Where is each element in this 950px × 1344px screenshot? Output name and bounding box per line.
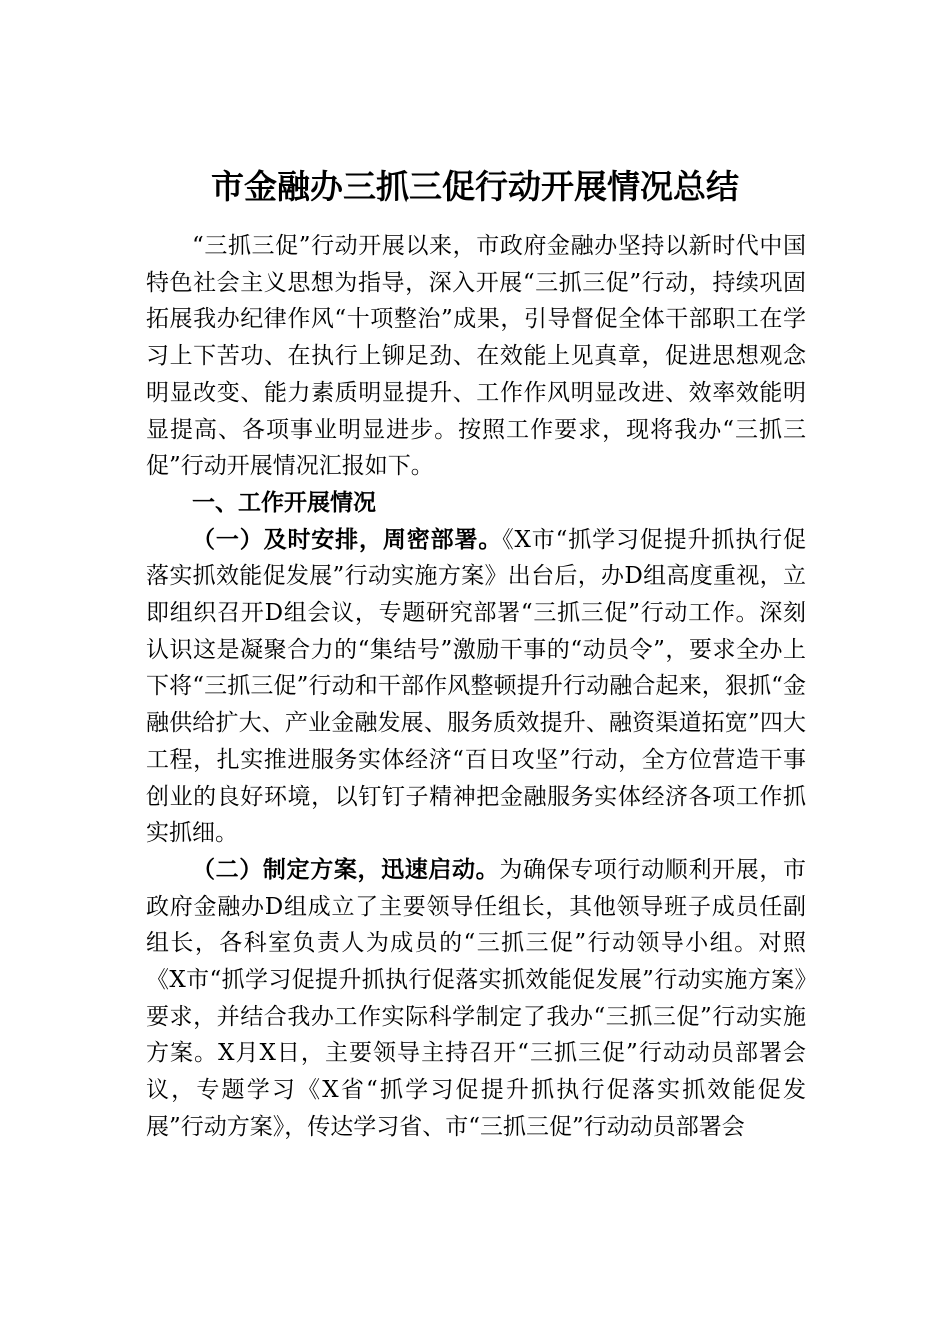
document-body	[146, 228, 806, 1146]
subsection-1-text: 《X市“抓学习促提升抓执行促落实抓效能促发展”行动实施方案》出台后，办D组高度重视，立即组织召开D组会议，专题研究部署“三抓三促”行动工作。深刻认识这是凝聚合力的“集结号”激励干事的“动员令”，要求全办上下将“三抓三促”行动和干部作风整顿提升行动融合起来，狠抓“金融供给扩大、产业金融发展、服务质效提升、融资渠道拓宽”四大工程，扎实推进服务实体经济“百日攻坚”行动，全方位营造干事创业的良好环境，以钉钉子精神把金融服务实体经济各项工作抓实抓细。	[146, 526, 806, 847]
subsection-2-text: 为确保专项行动顺利开展，市政府金融办D组成立了主要领导任组长，其他领导班子成员任副组长，各科室负责人为成员的“三抓三促”行动领导小组。对照《X市“抓学习促提升抓执行促落实抓效能促发展”行动实施方案》要求，并结合我办工作实际科学制定了我办“三抓三促”行动实施方案。X月X日，主要领导主持召开“三抓三促”行动动员部署会议，专题学习《X省“抓学习促提升抓执行促落实抓效能促发展”行动方案》，传达学习省、市“三抓三促”行动动员部署会	[146, 856, 807, 1140]
intro-paragraph: “三抓三促”行动开展以来，市政府金融办坚持以新时代中国特色社会主义思想为指导，深入开展“三抓三促”行动，持续巩固拓展我办纪律作风“十项整治”成果，引导督促全体干部职工在学习上下苦功、在执行上铆足劲、在效能上见真章，促进思想观念明显改变、能力素质明显提升、工作作风明显改进、效率效能明显提高、各项事业明显进步。按照工作要求，现将我办“三抓三促”行动开展情况汇报如下。	[146, 233, 806, 480]
subsection-1-lead: （一）及时安排，周密部署。	[192, 525, 503, 553]
subsection-1-paragraph	[146, 522, 806, 852]
section-heading: 一、工作开展情况	[192, 489, 376, 516]
subsection-2-paragraph	[146, 852, 806, 1146]
subsection-2-lead: （二）制定方案，迅速启动。	[192, 855, 500, 883]
document-title: 市金融办三抓三促行动开展情况总结	[211, 167, 739, 206]
